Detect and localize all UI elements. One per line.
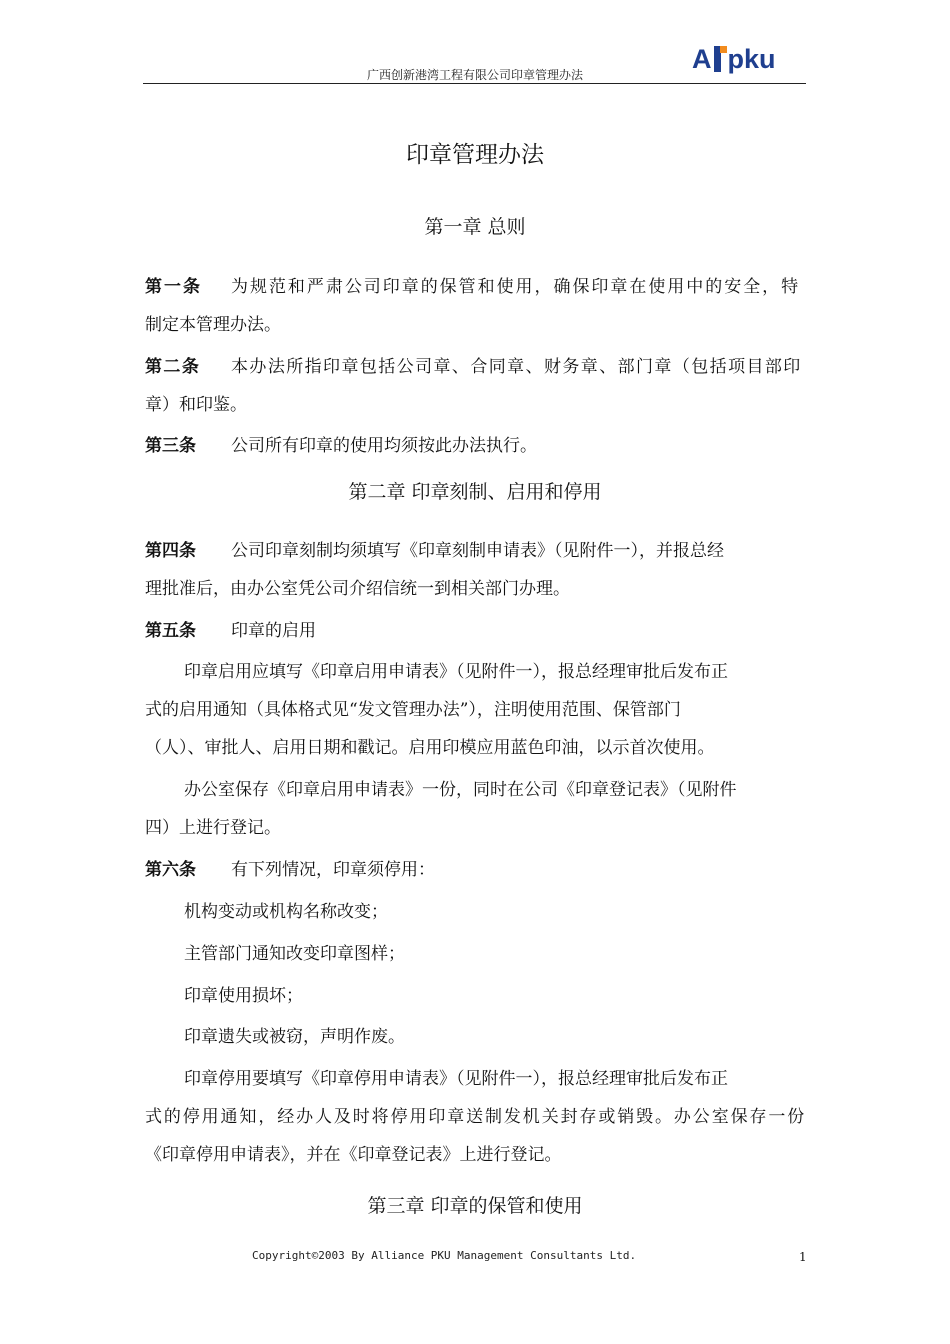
article-4-text: 公司印章刻制均须填写《印章刻制申请表》（见附件一），并报总经 — [231, 541, 724, 561]
list-item: 机构变动或机构名称改变； — [184, 902, 388, 922]
logo-dot-mark — [720, 46, 727, 53]
chapter-3-heading: 第三章 印章的保管和使用 — [367, 1195, 583, 1217]
paragraph-5a-line-1: 印章启用应填写《印章启用申请表》（见附件一），报总经理审批后发布正 — [184, 662, 728, 682]
list-item: 主管部门通知改变印章图样； — [184, 944, 405, 964]
article-4-label: 第四条 — [145, 541, 196, 561]
copyright-footer: Copyright©2003 By Alliance PKU Management Consultants Ltd. — [252, 1249, 637, 1262]
article-2 — [145, 357, 802, 377]
header-divider — [143, 83, 806, 84]
article-2-continued: 章）和印鉴。 — [145, 395, 247, 415]
running-header: 广西创新港湾工程有限公司印章管理办法 — [366, 68, 583, 82]
list-item: 印章遗失或被窃，声明作废。 — [184, 1027, 405, 1047]
article-2-text: 本办法所指印章包括公司章、合同章、财务章、部门章（包括项目部印 — [231, 357, 802, 377]
article-4-continued: 理批准后，由办公室凭公司介绍信统一到相关部门办理。 — [145, 579, 570, 599]
chapter-1-heading: 第一章 总则 — [424, 216, 526, 238]
chapter-2-heading: 第二章 印章刻制、启用和停用 — [348, 481, 602, 503]
paragraph-6-line-2: 式的停用通知，经办人及时将停用印章送制发机关封存或销毁。办公室保存一份 — [145, 1107, 807, 1127]
page-number: 1 — [799, 1250, 807, 1264]
article-1-text: 为规范和严肃公司印章的保管和使用，确保印章在使用中的安全，特 — [231, 277, 801, 297]
logo-letter-a: A — [692, 44, 712, 74]
paragraph-5a-line-3: （人）、审批人、启用日期和戳记。启用印模应用蓝色印油，以示首次使用。 — [145, 738, 715, 758]
alliance-pku-logo — [692, 41, 776, 73]
article-3-label: 第三条 — [145, 436, 196, 456]
article-2-label: 第二条 — [145, 357, 201, 377]
paragraph-6-line-3: 《印章停用申请表》，并在《印章登记表》上进行登记。 — [145, 1145, 562, 1165]
article-3-text: 公司所有印章的使用均须按此办法执行。 — [231, 436, 537, 456]
article-5 — [145, 621, 316, 641]
paragraph-6-line-1: 印章停用要填写《印章停用申请表》（见附件一），报总经理审批后发布正 — [184, 1069, 728, 1089]
article-6-text: 有下列情况，印章须停用： — [231, 860, 435, 880]
article-1-label: 第一条 — [145, 277, 202, 297]
article-1 — [145, 277, 800, 297]
paragraph-5b-line-2: 四）上进行登记。 — [145, 818, 281, 838]
list-item: 印章使用损坏； — [184, 986, 303, 1006]
article-5-text: 印章的启用 — [231, 621, 316, 641]
article-4 — [145, 541, 724, 561]
article-6-label: 第六条 — [145, 860, 196, 880]
article-1-continued: 制定本管理办法。 — [145, 315, 281, 335]
article-3 — [145, 436, 537, 456]
article-6 — [145, 860, 435, 880]
paragraph-5b-line-1: 办公室保存《印章启用申请表》一份，同时在公司《印章登记表》（见附件 — [184, 780, 737, 800]
paragraph-5a-line-2: 式的启用通知（具体格式见“发文管理办法”），注明使用范围、保管部门 — [145, 700, 681, 720]
document-title: 印章管理办法 — [406, 142, 544, 168]
logo-text: pku — [727, 44, 776, 74]
article-5-label: 第五条 — [145, 621, 196, 641]
